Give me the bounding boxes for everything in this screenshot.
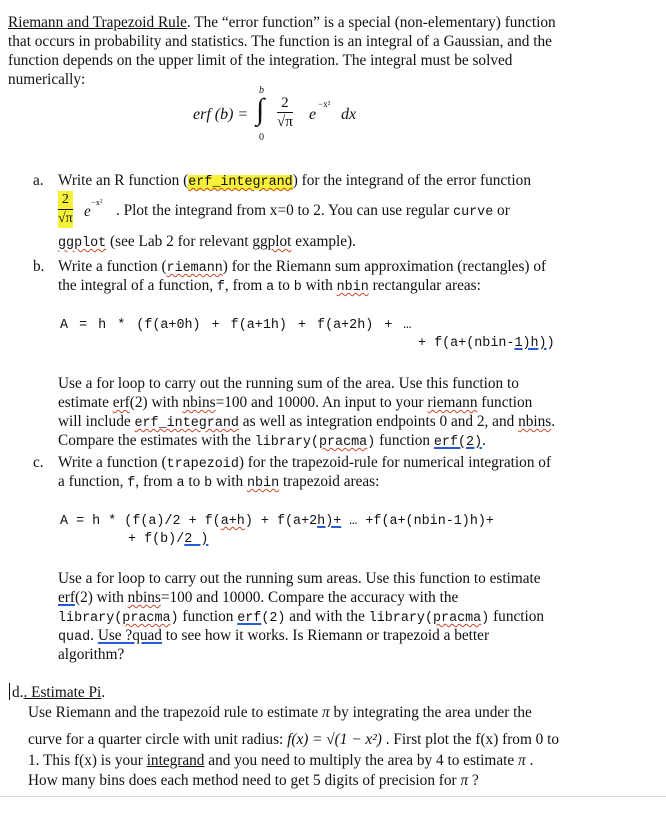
equation-exponential: e (309, 106, 317, 123)
integrand-denominator: √π (58, 211, 73, 226)
intro-line-1 (8, 13, 556, 32)
erf2-code: erf(2) (433, 435, 483, 450)
c-nbin-code: nbin (247, 476, 280, 491)
cp4d: to see how it works. Is Riemann or trapezoid a better (161, 627, 490, 644)
example-text: example). (291, 233, 356, 250)
use-quad-help: Use ?quad (97, 627, 162, 644)
tf-e: … +f(a+(nbin-1)h)+ (341, 514, 494, 529)
erf-equation (185, 86, 385, 146)
d3d: . (525, 752, 534, 769)
c-a-code: a (176, 476, 185, 491)
t3: to (274, 277, 294, 294)
part-d-line-3 (28, 751, 533, 770)
erf-integrand-code: erf_integrand (188, 175, 293, 190)
integrand-numerator: 2 (58, 191, 73, 210)
text-cursor (9, 683, 10, 700)
part-c-line-1 (58, 453, 551, 474)
formula-part: + f(a+(nbin- (418, 336, 515, 351)
cp3-library-2: library( (368, 611, 433, 626)
equation-fraction (277, 94, 293, 131)
c-b-code: b (204, 476, 213, 491)
fraction-numerator: 2 (277, 94, 293, 113)
c-erf-word: erf (58, 589, 75, 606)
paren-code: ) (367, 435, 376, 450)
part-a-text: Write an R function ( (58, 172, 189, 189)
part-c-para-5: algorithm? (58, 646, 125, 663)
tf2-a: + f(b)/ (128, 532, 185, 547)
part-a-line-2 (58, 191, 618, 229)
t2: , from (224, 277, 267, 294)
p2a: estimate (58, 394, 113, 411)
part-b-text-2: ) for the Riemann sum approximation (rectangles) of (222, 258, 547, 275)
cp2b: (2) with (74, 589, 128, 606)
c-f-code: f (127, 476, 136, 491)
part-c-para-4 (58, 626, 489, 647)
part-b-para-3 (58, 412, 555, 433)
part-a-marker: a. (33, 172, 44, 189)
tf-c: ) + f(a+2 (244, 514, 318, 529)
ggplot-code: ggplot (58, 236, 107, 251)
formula-close: ) (546, 336, 555, 351)
integrand-word: integrand (146, 752, 205, 769)
tf2-b: 2 ) (184, 532, 209, 547)
part-d-line-4 (28, 771, 479, 790)
part-d-heading (12, 683, 105, 702)
t4: with (301, 277, 337, 294)
trapezoid-formula-line-1 (60, 512, 494, 531)
p2g: function (477, 394, 533, 411)
p2c: (2) with (129, 394, 183, 411)
pi-symbol-2: π (517, 752, 526, 769)
equation-dx: dx (341, 106, 357, 123)
part-b-para-2 (58, 393, 532, 412)
library-code: library( (254, 435, 319, 450)
c5: trapezoid areas: (279, 473, 380, 490)
p3e: . (551, 413, 556, 430)
c4: with (212, 473, 247, 490)
d3c: and you need to multiply the area by 4 to estimate (204, 752, 518, 769)
cp3-library: library( (58, 611, 123, 626)
d1a: Use Riemann and the trapezoid rule to estimate (28, 704, 322, 721)
c3: to (184, 473, 205, 490)
p2e: =100 and 10000. An input to your (215, 394, 428, 411)
nbins-ref: nbins (518, 413, 552, 430)
c1: a function, (58, 473, 128, 490)
part-b-line-2 (58, 276, 481, 297)
tf-b: a+h (220, 514, 245, 529)
riemann-formula-line-2 (418, 334, 555, 353)
t5: rectangular areas: (368, 277, 481, 294)
lab-reference-text: (see Lab 2 for relevant (106, 233, 253, 250)
c2: , from (135, 473, 177, 490)
part-d-line-1 (28, 703, 532, 722)
part-a-text-2: ) for the integrand of the error function (292, 172, 531, 189)
part-b-marker: b. (33, 258, 45, 275)
part-c-para-1: Use a for loop to carry out the running sum areas. Use this function to estimate (58, 570, 541, 587)
part-a-line-3 (58, 232, 356, 253)
t1: the integral of a function, (58, 277, 217, 294)
pi-symbol: π (321, 704, 330, 721)
cp2d: =100 and 10000. Compare the accuracy with the (160, 589, 459, 606)
quarter-circle-function: f(x) = √(1 − x²) (287, 731, 382, 748)
curve-code: curve (453, 205, 494, 220)
part-b-line-1 (58, 257, 546, 278)
integrand-exponent: −x² (91, 197, 103, 207)
d2b: . First plot the f(x) from 0 to (381, 731, 560, 748)
c-nbins-word: nbins (127, 589, 161, 606)
integrand-fraction (58, 191, 73, 228)
riemann-formula-line-1: A = h * (f(a+0h) + f(a+1h) + f(a+2h) + … (60, 318, 412, 333)
part-a-line-1 (58, 171, 531, 192)
a-code: a (266, 280, 275, 295)
pi-symbol-3: π (460, 772, 469, 789)
pracma-code: pracma (318, 435, 368, 450)
intro-line-2: that occurs in probability and statistics. The function is an integral of a Gaussian, and the (8, 33, 552, 50)
formula-part-underlined: 1)h) (514, 336, 547, 351)
page-bottom-divider (0, 796, 666, 797)
intro-text: . The “error function” is a special (non-elementary) function (186, 14, 556, 31)
p3c: as well as integration endpoints 0 and 2, and (238, 413, 519, 430)
plot-text-end: or (493, 202, 510, 219)
part-c-para-3 (58, 607, 544, 628)
nbin-code: nbin (336, 280, 369, 295)
part-c-para-2 (58, 588, 458, 607)
riemann-word: riemann (427, 394, 478, 411)
part-d-marker: d. (12, 684, 24, 701)
b-code: b (293, 280, 302, 295)
part-c-line-2 (58, 472, 379, 493)
p4a: Compare the estimates with the (58, 432, 255, 449)
p4g: . (482, 432, 486, 449)
fraction-denominator: √π (277, 114, 293, 130)
trapezoid-code: trapezoid (166, 457, 239, 472)
d4b: ? (468, 772, 479, 789)
part-d-line-2 (28, 730, 559, 749)
tf-d: h)+ (317, 514, 342, 529)
trapezoid-formula-line-2 (128, 530, 208, 549)
part-d-title-end: . (101, 684, 106, 701)
part-b-text: Write a function ( (58, 258, 167, 275)
quad-code: quad (58, 630, 91, 645)
part-c-text: Write a function ( (58, 454, 167, 471)
intro-title: Riemann and Trapezoid Rule (8, 14, 187, 31)
integral-upper-limit: b (259, 85, 264, 96)
cp3-pracma: pracma (122, 611, 171, 626)
nbins-word: nbins (182, 394, 216, 411)
d2a: curve for a quarter circle with unit radius: (28, 731, 288, 748)
part-b-para-1: Use a for loop to carry out the running sum of the area. Use this function to (58, 375, 519, 392)
erf-word: erf (112, 394, 130, 411)
integral-sign-icon: ∫ (256, 93, 265, 126)
integral-lower-limit: 0 (259, 132, 264, 143)
riemann-code: riemann (166, 261, 223, 276)
intro-line-3: function depends on the upper limit of the integration. The integral must be solved (8, 52, 513, 69)
part-a-plot-text (116, 201, 510, 222)
plot-text: . Plot the integrand from x=0 to 2. You can use regular (116, 202, 454, 219)
d1b: by integrating the area under the (329, 704, 532, 721)
integrand-exponential: e (84, 203, 91, 220)
part-b-para-4 (58, 431, 486, 452)
cp3-arg: (2) (261, 611, 286, 626)
erf-integrand-ref: erf_integrand (134, 416, 239, 431)
f-code: f (216, 280, 225, 295)
part-d-title: . Estimate Pi (23, 684, 102, 701)
cp3-paren-2: ) (481, 611, 490, 626)
equation-exponent: −x² (318, 99, 331, 109)
cp3-function: function (178, 608, 238, 625)
cp3-paren: ) (170, 611, 179, 626)
cp4b: . (90, 627, 98, 644)
p4e: function (375, 432, 434, 449)
intro-line-4: numerically: (8, 71, 86, 88)
equation-lhs: erf (b) = (193, 106, 249, 123)
cp3-erf: erf (237, 611, 262, 626)
tf-a: A = h * (f(a)/2 + f( (60, 514, 221, 529)
part-c-text-2: ) for the trapezoid-rule for numerical integration of (238, 454, 552, 471)
d4a: How many bins does each method need to get 5 digits of precision for (28, 772, 461, 789)
d3a: 1. This f(x) is your (28, 752, 147, 769)
ggplot-word: ggplot (252, 233, 292, 250)
cp3-pracma-2: pracma (433, 611, 482, 626)
cp3-function-2: function (489, 608, 545, 625)
cp3-and: and with the (285, 608, 369, 625)
part-c-marker: c. (33, 454, 44, 471)
p3a: will include (58, 413, 135, 430)
